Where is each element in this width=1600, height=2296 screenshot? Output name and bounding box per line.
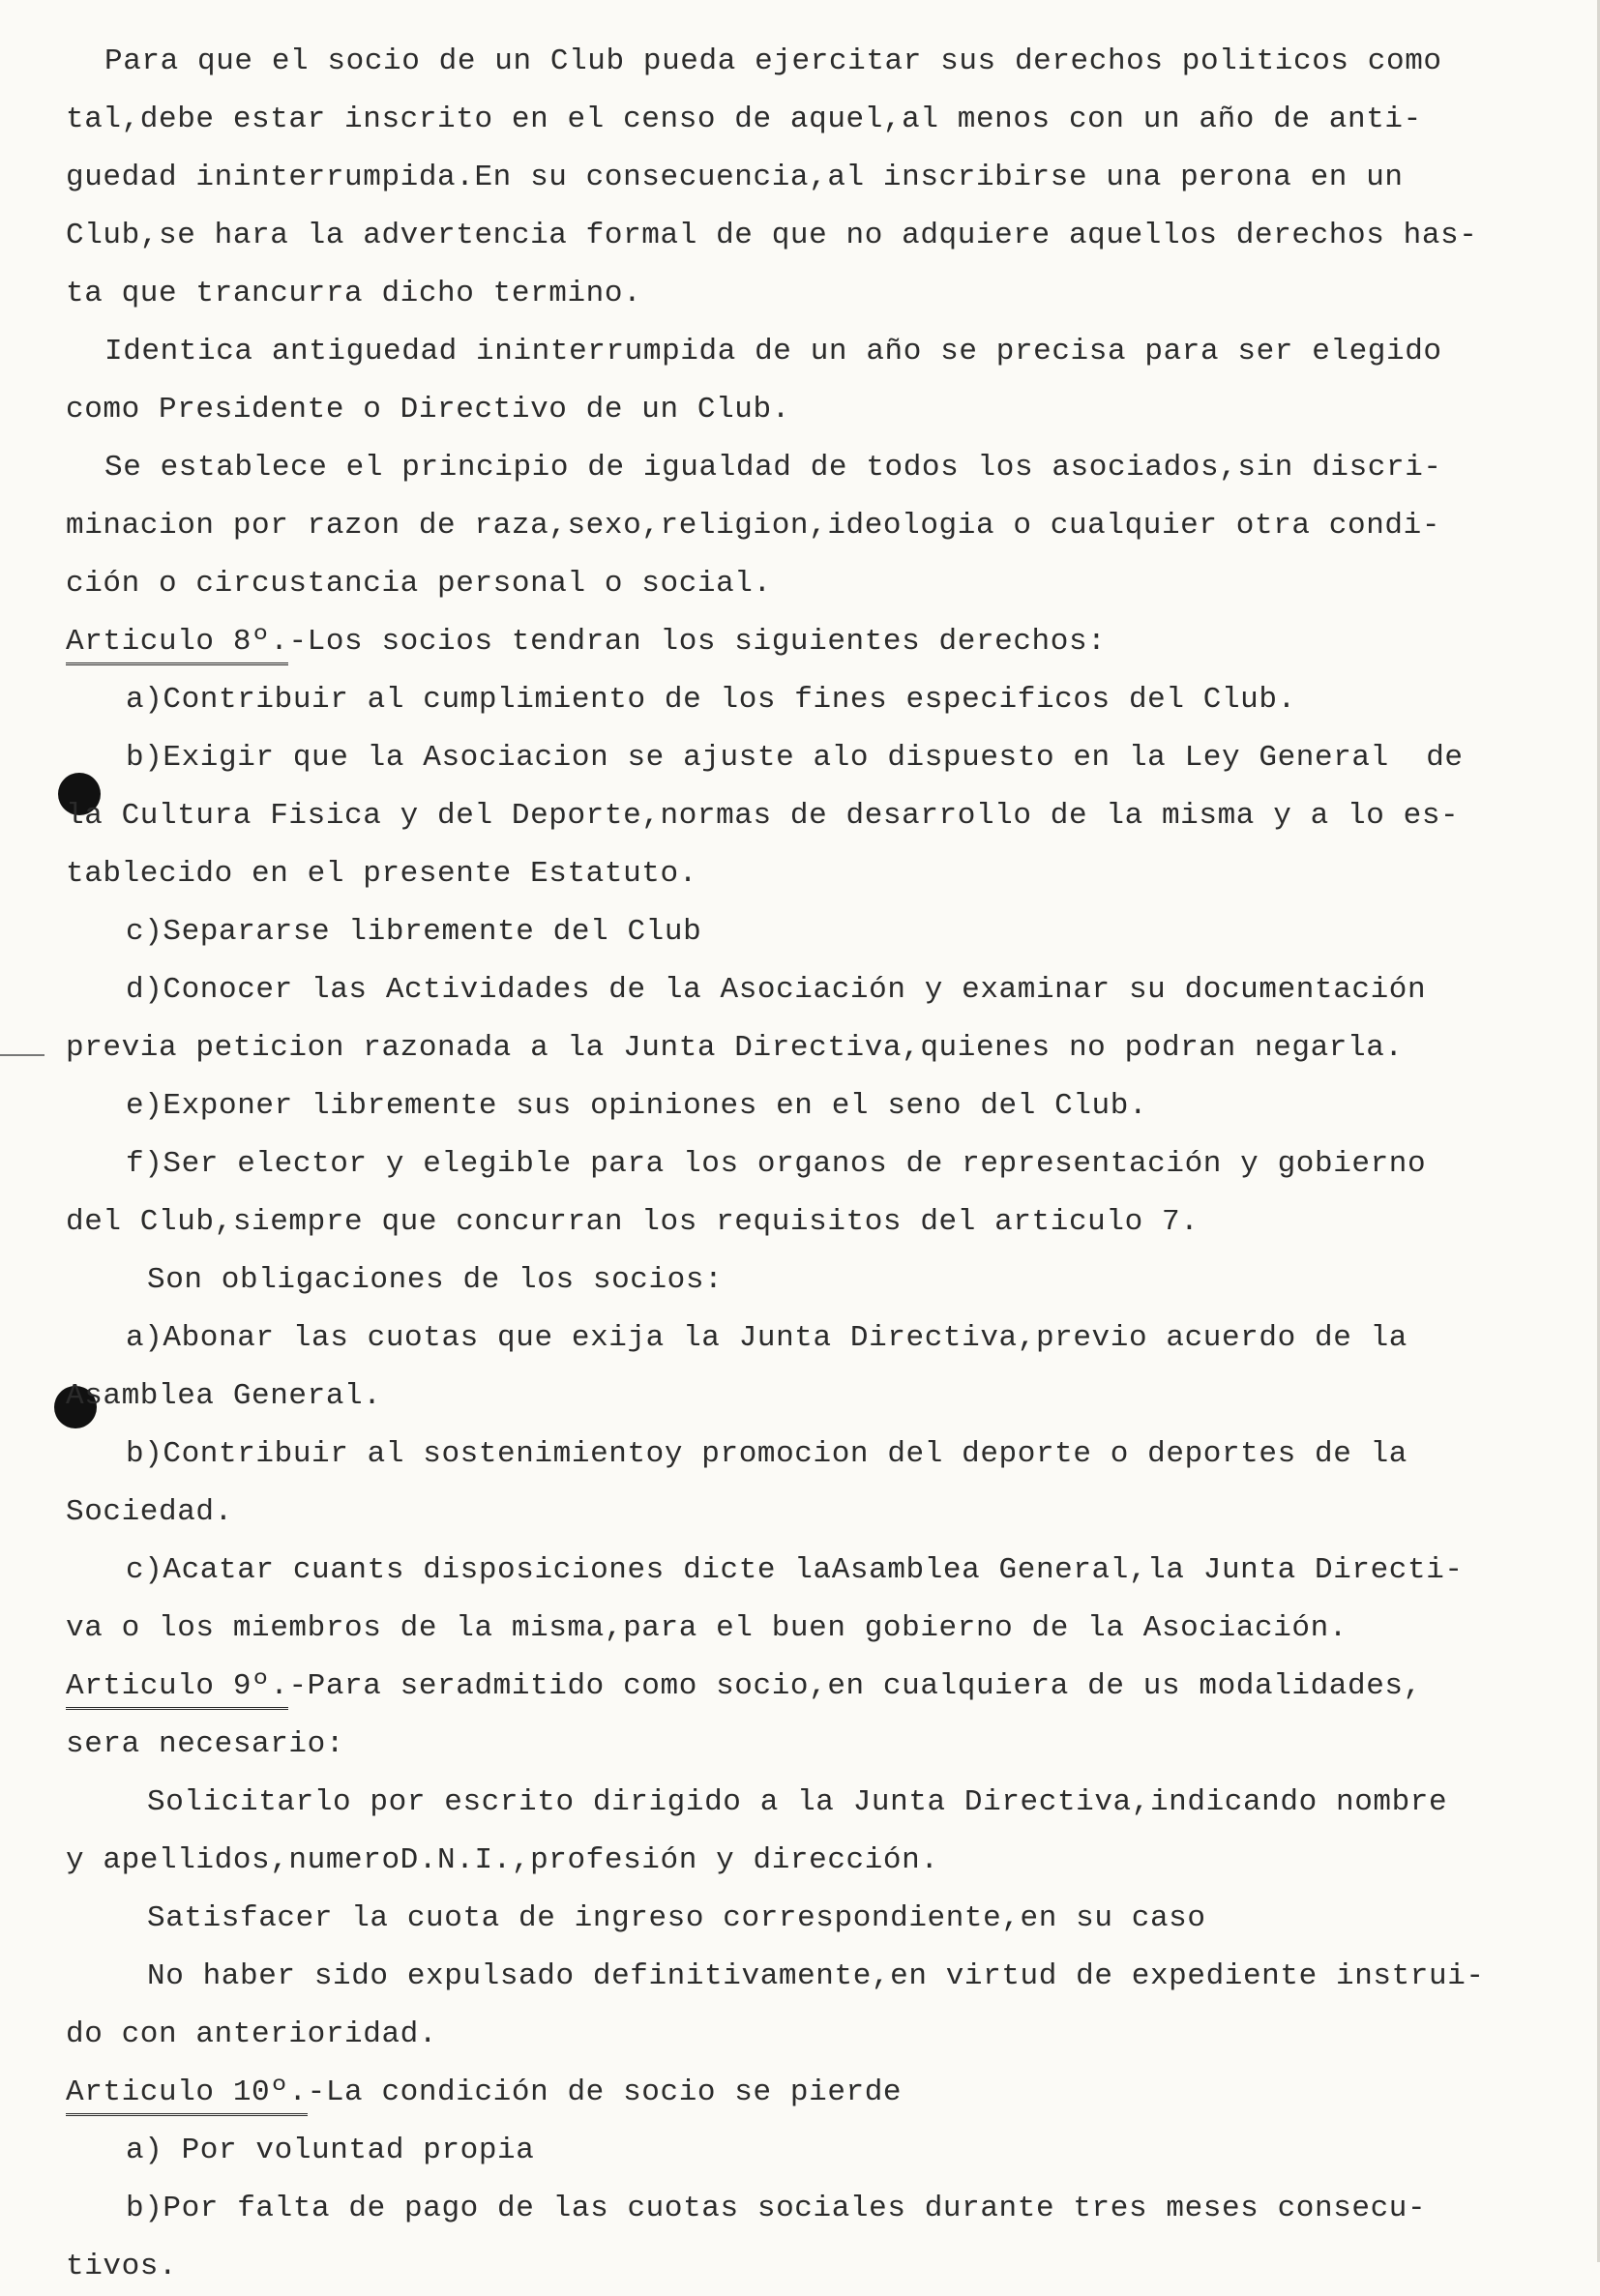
text-line: va o los miembros de la misma,para el buen gobierno de la Asociación. [66, 1611, 1348, 1645]
text-line: a) Por voluntad propia [126, 2134, 535, 2167]
text-line: No haber sido expulsado definitivamente,en virtud de expediente instrui- [147, 1959, 1485, 1993]
article-10-line [66, 2064, 1575, 2122]
text-line: a)Abonar las cuotas que exija la Junta Directiva,previo acuerdo de la [126, 1321, 1408, 1355]
text-line: c)Separarse libremente del Club [126, 915, 702, 949]
text-line: Club,se hara la advertencia formal de que no adquiere aquellos derechos has- [66, 219, 1478, 252]
article-10-heading: Articulo 10º. [66, 2073, 308, 2116]
text-line: c)Acatar cuants disposiciones dicte laAsamblea General,la Junta Directi- [126, 1553, 1464, 1587]
article-8-intro: -Los socios tendran los siguientes derechos: [288, 625, 1107, 659]
text-line: b)Exigir que la Asociacion se ajuste alo dispuesto en la Ley General de [126, 741, 1464, 775]
text-line: Asamblea General. [66, 1379, 382, 1413]
text-line: minacion por razon de raza,sexo,religion,ideologia o cualquier otra condi- [66, 509, 1441, 543]
text-line: como Presidente o Directivo de un Club. [66, 393, 790, 427]
article-9-heading: Articulo 9º. [66, 1666, 288, 1710]
text-line: e)Exponer libremente sus opiniones en el seno del Club. [126, 1089, 1148, 1123]
article-9-intro: -Para seradmitido como socio,en cualquiera de us modalidades, [288, 1669, 1422, 1703]
text-line: d)Conocer las Actividades de la Asociación y examinar su documentación [126, 973, 1427, 1007]
margin-mark [0, 1054, 44, 1056]
text-line: Satisfacer la cuota de ingreso correspondiente,en su caso [147, 1901, 1206, 1935]
text-line: Identica antiguedad ininterrumpida de un año se precisa para ser elegido [104, 335, 1442, 368]
text-line: b)Por falta de pago de las cuotas sociales durante tres meses consecu- [126, 2192, 1427, 2225]
text-line: guedad ininterrumpida.En su consecuencia,al inscribirse una perona en un [66, 161, 1404, 194]
text-line: Solicitarlo por escrito dirigido a la Junta Directiva,indicando nombre [147, 1785, 1448, 1819]
article-8-heading: Articulo 8º. [66, 622, 288, 665]
text-line: tivos. [66, 2250, 178, 2283]
text-line: Se establece el principio de igualdad de todos los asociados,sin discri- [104, 451, 1442, 485]
text-line: ción o circustancia personal o social. [66, 567, 772, 601]
text-line: f)Ser elector y elegible para los organos de representación y gobierno [126, 1147, 1427, 1181]
article-10-intro: -La condición de socio se pierde [307, 2075, 903, 2109]
text-line: Sociedad. [66, 1495, 233, 1529]
text-line: ta que trancurra dicho termino. [66, 277, 642, 310]
text-line: b)Contribuir al sostenimientoy promocion del deporte o deportes de la [126, 1437, 1408, 1471]
article-9-line [66, 1658, 1575, 1716]
text-line: Son obligaciones de los socios: [147, 1263, 724, 1297]
text-line: Para que el socio de un Club pueda ejercitar sus derechos politicos como [104, 44, 1442, 78]
text-line: del Club,siempre que concurran los requisitos del articulo 7. [66, 1205, 1200, 1239]
text-line: sera necesario: [66, 1727, 345, 1761]
text-line: a)Contribuir al cumplimiento de los fines especificos del Club. [126, 683, 1296, 717]
text-line: do con anterioridad. [66, 2017, 438, 2051]
text-line: y apellidos,numeroD.N.I.,profesión y dirección. [66, 1843, 939, 1877]
text-line: tal,debe estar inscrito en el censo de aquel,al menos con un año de anti- [66, 103, 1422, 136]
text-line: la Cultura Fisica y del Deporte,normas de desarrollo de la misma y a lo es- [66, 799, 1460, 833]
text-line: previa peticion razonada a la Junta Directiva,quienes no podran negarla. [66, 1031, 1404, 1065]
article-8-line [66, 613, 1575, 671]
text-line: tablecido en el presente Estatuto. [66, 857, 697, 891]
document-page [66, 33, 1575, 2296]
